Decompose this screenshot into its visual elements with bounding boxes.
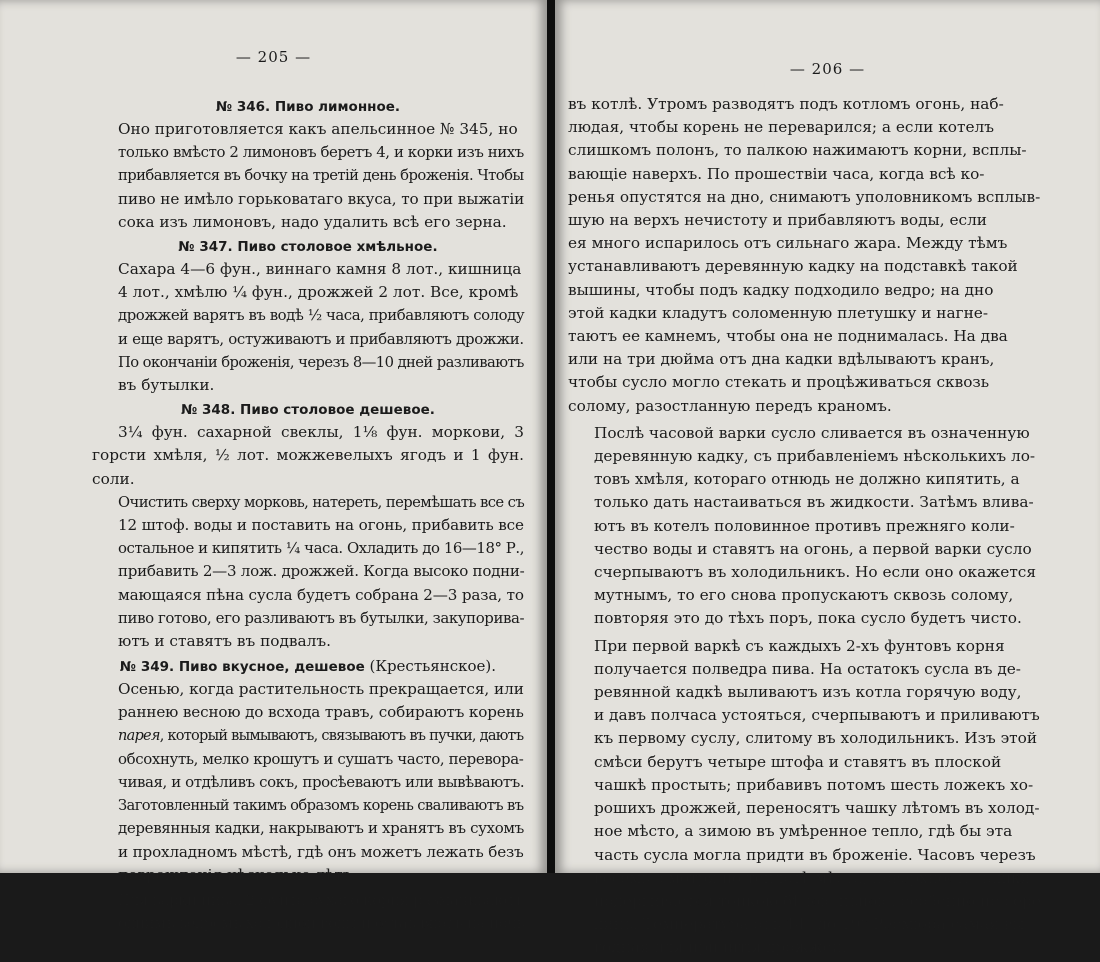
left-page: [0, 0, 547, 933]
left-page-text: [92, 96, 524, 938]
book-gutter: [547, 0, 555, 873]
paragraph: Оно приготовляется какъ апельсинное № 345, но только вмѣсто 2 лимоновъ беретъ 4, и корки изъ нихъ прибавляется въ бочку на третій день броженія. Чтобы пиво не имѣло горьковатаго вкуса, то при выжатіи сока изъ лимоновъ, надо удалить всѣ его зерна.: [118, 120, 525, 231]
page-number: — 206 —: [789, 60, 866, 78]
paragraph: Осенью, когда растительность прекращается, или раннею весною до всхода травъ, собираютъ корень парея, который вымываютъ, связываютъ въ пучки, даютъ обсохнуть, мелко крошутъ и сушатъ часто, перевора- чивая, и отдѣливъ сокъ, просѣеваютъ или вывѣваютъ. Заготовленный такимъ образомъ корень сваливаютъ въ деревянныя кадки, накрываютъ и хранятъ въ сухомъ и прохладномъ мѣстѣ, гдѣ онъ можетъ лежать безъ поврежденія нѣсколько лѣтъ.: [118, 680, 525, 884]
paragraph: въ котлѣ. Утромъ разводятъ подъ котломъ огонь, наб- людая, чтобы корень не переварился; а если котелъ слишкомъ полонъ, то палкою нажимаютъ корни, всплы- вающіе наверхъ. По прошествіи часа, когда всѣ ко- ренья опустятся на дно, снимаютъ уполовникомъ всплыв- шую на верхъ нечистоту и прибавляютъ воды, если ея много испарилось отъ сильнаго жара. Между тѣмъ устанавливаютъ деревянную кадку на подставкѣ такой вышины, чтобы подъ кадку подходило ведро; на дно этой кадки кладутъ соломенную плетушку и нагне- таютъ ее камнемъ, чтобы она не поднималась. На два или на три дюйма отъ дна кадки вдѣлываютъ кранъ, чтобы сусло могло стекать и процѣживаться сквозь солому, разостланную передъ краномъ.: [568, 95, 1041, 415]
recipe-heading: № 346. Пиво лимонное.: [215, 99, 401, 115]
right-page-text: [568, 93, 1076, 962]
paragraph: 3¼ фун. сахарной свеклы, 1⅛ фун. моркови, 3 горсти хмѣля, ½ лот. можжевелыхъ ягодъ и 1 фун. соли. Очистить сверху морковь, натереть, перемѣшать все съ 12 штоф. воды и поставить на огонь, прибавить все остальное и кипятить ¼ часа. Охладить до 16—18° Р., прибавить 2—3 лож. дрожжей. Когда высоко подни- мающаяся пѣна сусла будетъ собрана 2—3 раза, то пиво готово, его разливаютъ въ бутылки, закупорива- ютъ и ставятъ въ подвалъ.: [92, 423, 525, 651]
paragraph: При первой варкѣ съ каждыхъ 2-хъ фунтовъ корня получается полведра пива. На остатокъ сусла въ де- ревянной кадкѣ выливаютъ изъ котла горячую воду, и давъ полчаса устояться, счерпываютъ и приливаютъ къ первому суслу, слитому въ холодильникъ. Изъ этой смѣси берутъ четыре штофа и ставятъ въ плоской чашкѣ простыть; прибавивъ потомъ шесть ложекъ хо- рошихъ дрожжей, переносятъ чашку лѣтомъ въ холод- ное мѣсто, а зимою въ умѣренное тепло, гдѣ бы эта часть сусла могла придти въ броженіе. Часовъ черезъ восемь, смотря по теплотѣ мѣста, поверхность чашки подергивается тонкою бѣлою пѣною, особенно по сере- динѣ. Температура отъ 14° до 19° Реомюра самая вы- годная для прилитія дрожжей.: [594, 636, 1047, 957]
paragraph: Сахара 4—6 фун., виннаго камня 8 лот., кишница 4 лот., хмѣлю ¼ фун., дрожжей 2 лот. Все, кромѣ дрожжей варятъ въ водѣ ½ часа, прибавляютъ солоду и еще варятъ, остуживаютъ и прибавляютъ дрожжи. По окончаніи броженія, черезъ 8—10 дней разливаютъ въ бутылки.: [118, 260, 525, 395]
paragraph: Для варки пива, 2 фунта сухаго корня размачиваютъ однимъ ведромъ холодной воды и оставляютъ на ночь: [118, 891, 525, 933]
recipe-heading: № 347. Пиво столовое хмѣльное.: [178, 239, 438, 256]
recipe-heading: № 349. Пиво вкусное, дешевое (Крестьянское).: [119, 657, 497, 676]
recipe-heading: № 348. Пиво столовое дешевое.: [181, 402, 435, 419]
page-number: — 205 —: [235, 48, 312, 66]
right-page: [555, 0, 1100, 957]
paragraph: Послѣ часовой варки сусло сливается въ означенную деревянную кадку, съ прибавленіемъ нѣсколькихъ ло- товъ хмѣля, котораго отнюдь не должно кипятить, а только дать настаиваться въ жидкости. Затѣмъ влива- ютъ въ котелъ половинное противъ прежняго коли- чество воды и ставятъ на огонь, а первой варки сусло счерпываютъ въ холодильникъ. Но если оно окажется мутнымъ, то его снова пропускаютъ сквозь солому, повторяя это до тѣхъ поръ, пока сусло будетъ чисто.: [594, 423, 1037, 628]
